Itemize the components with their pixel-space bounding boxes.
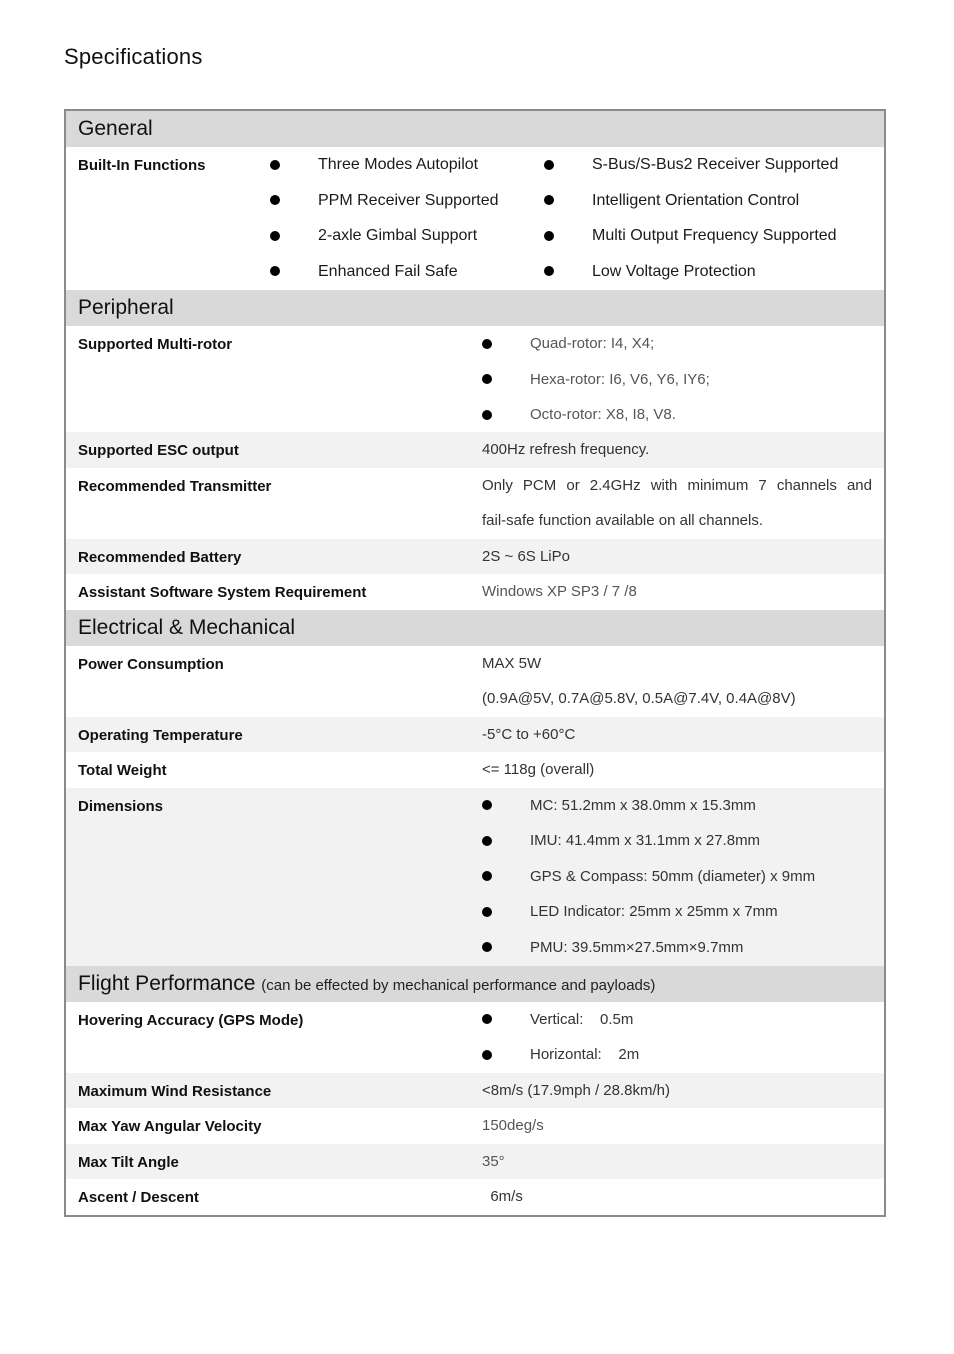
row-value: 2S ~ 6S LiPo — [482, 547, 570, 565]
list-item: 2-axle Gimbal Support — [270, 218, 544, 254]
built-in-col-right — [544, 147, 874, 290]
row-label: Ascent / Descent — [78, 1189, 199, 1206]
specifications-table — [64, 109, 886, 1217]
bullet-icon — [544, 231, 554, 241]
row-label: Total Weight — [78, 762, 167, 779]
row-label: Recommended Transmitter — [78, 477, 272, 495]
list-item: Intelligent Orientation Control — [544, 183, 874, 219]
row-recommended-transmitter — [66, 468, 884, 539]
list-item: Vertical: 0.5m — [482, 1002, 872, 1038]
built-in-col-left — [270, 147, 544, 290]
row-label: Operating Temperature — [78, 726, 243, 744]
row-label: Max Tilt Angle — [78, 1153, 179, 1171]
bullet-icon — [270, 195, 280, 205]
row-value: 35° — [482, 1152, 505, 1170]
bullet-icon — [544, 195, 554, 205]
row-label: Dimensions — [78, 797, 164, 815]
bullet-icon — [482, 410, 492, 420]
section-title: General — [78, 117, 153, 140]
row-supported-esc-output — [66, 432, 884, 468]
list-item: Multi Output Frequency Supported — [544, 218, 874, 254]
row-label: Supported Multi-rotor — [78, 336, 233, 353]
row-max-wind-resistance — [66, 1073, 884, 1109]
bullet-icon — [270, 266, 280, 276]
bullet-icon — [482, 1050, 492, 1060]
row-supported-multirotor — [66, 326, 884, 432]
section-header-general — [66, 111, 884, 147]
section-title: Flight Performance — [78, 971, 256, 995]
row-max-tilt-angle — [66, 1144, 884, 1180]
bullet-icon — [482, 374, 492, 384]
list-item: Horizontal: 2m — [482, 1037, 872, 1073]
bullet-icon — [482, 942, 492, 952]
row-recommended-battery — [66, 539, 884, 575]
section-header-peripheral — [66, 290, 884, 326]
section-header-electrical — [66, 610, 884, 646]
list-item: GPS & Compass: 50mm (diameter) x 9mm — [482, 859, 872, 895]
row-label: Supported ESC output — [78, 442, 239, 459]
row-label: Max Yaw Angular Velocity — [78, 1118, 262, 1135]
page-title: Specifications — [64, 44, 203, 69]
row-value: Only PCM or 2.4GHz with minimum 7 channels and fail-safe function available on all channels. — [482, 476, 872, 529]
row-software-requirement — [66, 574, 884, 610]
bullet-icon — [270, 231, 280, 241]
bullet-icon — [482, 800, 492, 810]
list-item: Hexa-rotor: I6, V6, Y6, IY6; — [482, 362, 872, 398]
row-dimensions — [66, 788, 884, 966]
row-value: <8m/s (17.9mph / 28.8km/h) — [482, 1081, 670, 1099]
row-label: Recommended Battery — [78, 548, 242, 566]
row-power-consumption — [66, 646, 884, 717]
row-value: 150deg/s — [482, 1117, 544, 1134]
row-value: 400Hz refresh frequency. — [482, 441, 650, 458]
bullet-icon — [482, 836, 492, 846]
bullet-icon — [270, 160, 280, 170]
bullet-icon — [482, 339, 492, 349]
row-label: Hovering Accuracy (GPS Mode) — [78, 1011, 304, 1029]
list-item: PMU: 39.5mm×27.5mm×9.7mm — [482, 930, 872, 966]
list-item: MC: 51.2mm x 38.0mm x 15.3mm — [482, 788, 872, 824]
bullet-icon — [482, 1014, 492, 1024]
list-item: LED Indicator: 25mm x 25mm x 7mm — [482, 894, 872, 930]
row-total-weight — [66, 752, 884, 788]
multirotor-list — [482, 326, 884, 432]
section-title: Peripheral — [78, 296, 174, 319]
list-item: Three Modes Autopilot — [270, 147, 544, 183]
row-label: Power Consumption — [78, 655, 224, 673]
row-label: Maximum Wind Resistance — [78, 1082, 272, 1100]
section-header-flight — [66, 966, 884, 1002]
bullet-icon — [544, 266, 554, 276]
row-value: -5°C to +60°C — [482, 725, 576, 743]
built-in-functions-list — [270, 147, 884, 290]
bullet-icon — [482, 907, 492, 917]
section-title: Electrical & Mechanical — [78, 615, 296, 639]
list-item: IMU: 41.4mm x 31.1mm x 27.8mm — [482, 823, 872, 859]
bullet-icon — [544, 160, 554, 170]
row-max-yaw-velocity — [66, 1108, 884, 1144]
row-built-in-functions — [66, 147, 884, 290]
row-operating-temperature — [66, 717, 884, 753]
section-note: (can be effected by mechanical performance and payloads) — [261, 976, 656, 994]
list-item: Low Voltage Protection — [544, 254, 874, 290]
row-ascent-descent — [66, 1179, 884, 1215]
hovering-list — [482, 1002, 884, 1073]
list-item: Quad-rotor: I4, X4; — [482, 326, 872, 362]
row-value: <= 118g (overall) — [482, 761, 595, 778]
row-value: Windows XP SP3 / 7 /8 — [482, 583, 637, 600]
list-item: Enhanced Fail Safe — [270, 254, 544, 290]
list-item: Octo-rotor: X8, I8, V8. — [482, 397, 872, 433]
bullet-icon — [482, 871, 492, 881]
row-value: MAX 5W (0.9A@5V, 0.7A@5.8V, 0.5A@7.4V, 0.4A@8V) — [482, 654, 796, 707]
row-hovering-accuracy — [66, 1002, 884, 1073]
dimensions-list — [482, 788, 884, 966]
row-value: 6m/s — [482, 1188, 523, 1205]
list-item: PPM Receiver Supported — [270, 183, 544, 219]
row-label: Built-In Functions — [78, 157, 206, 174]
row-label: Assistant Software System Requirement — [78, 584, 367, 601]
list-item: S-Bus/S-Bus2 Receiver Supported — [544, 147, 874, 183]
